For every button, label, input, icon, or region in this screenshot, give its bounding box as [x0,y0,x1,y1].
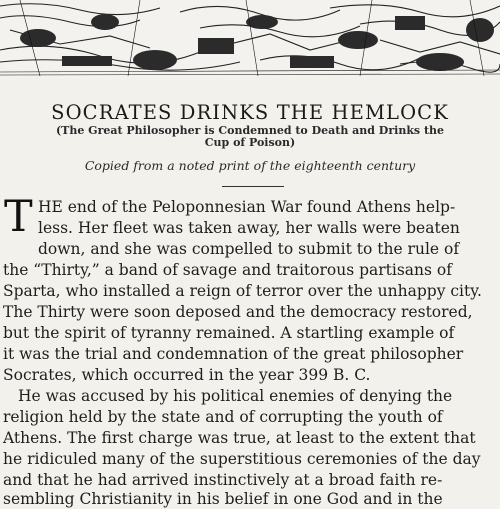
divider-rule [222,186,284,187]
engraving-illustration [0,0,500,78]
body-line: but the spirit of tyranny remained. A startling example of [3,324,455,342]
body-line: Sparta, who installed a reign of terror over the unhappy city. [3,282,482,300]
article-subtitle [40,125,460,149]
subtitle-line-1: (The Great Philosopher is Condemned to Death and Drinks the [55,124,445,137]
decorative-engraving-header [0,0,500,78]
drop-cap: T [4,192,33,242]
body-line: the “Thirty,” a band of savage and traitorous partisans of [3,261,452,279]
article-title: SOCRATES DRINKS THE HEMLOCK [51,101,449,124]
body-line: religion held by the state and of corrupting the youth of [3,408,443,426]
subtitle-line-2: Cup of Poison) [204,136,296,149]
body-line: sembling Christianity in his belief in one God and in the [3,490,443,508]
body-line: The Thirty were soon deposed and the democracy restored, [3,303,473,321]
source-note: Copied from a noted print of the eighteenth century [84,158,416,173]
body-line: Athens. The first charge was true, at least to the extent that [3,429,476,447]
body-line: Socrates, which occurred in the year 399 B. C. [3,366,371,384]
body-line: and that he had arrived instinctively at a broad faith re- [3,471,443,489]
body-line: HE end of the Peloponnesian War found Athens help- [38,198,456,216]
body-line: it was the trial and condemnation of the great philosopher [3,345,464,363]
body-line: down, and she was compelled to submit to the rule of [38,240,460,258]
body-line: He was accused by his political enemies of denying the [18,387,453,405]
body-line: he ridiculed many of the superstitious ceremonies of the day [3,450,481,468]
body-line: less. Her fleet was taken away, her walls were beaten [38,219,460,237]
